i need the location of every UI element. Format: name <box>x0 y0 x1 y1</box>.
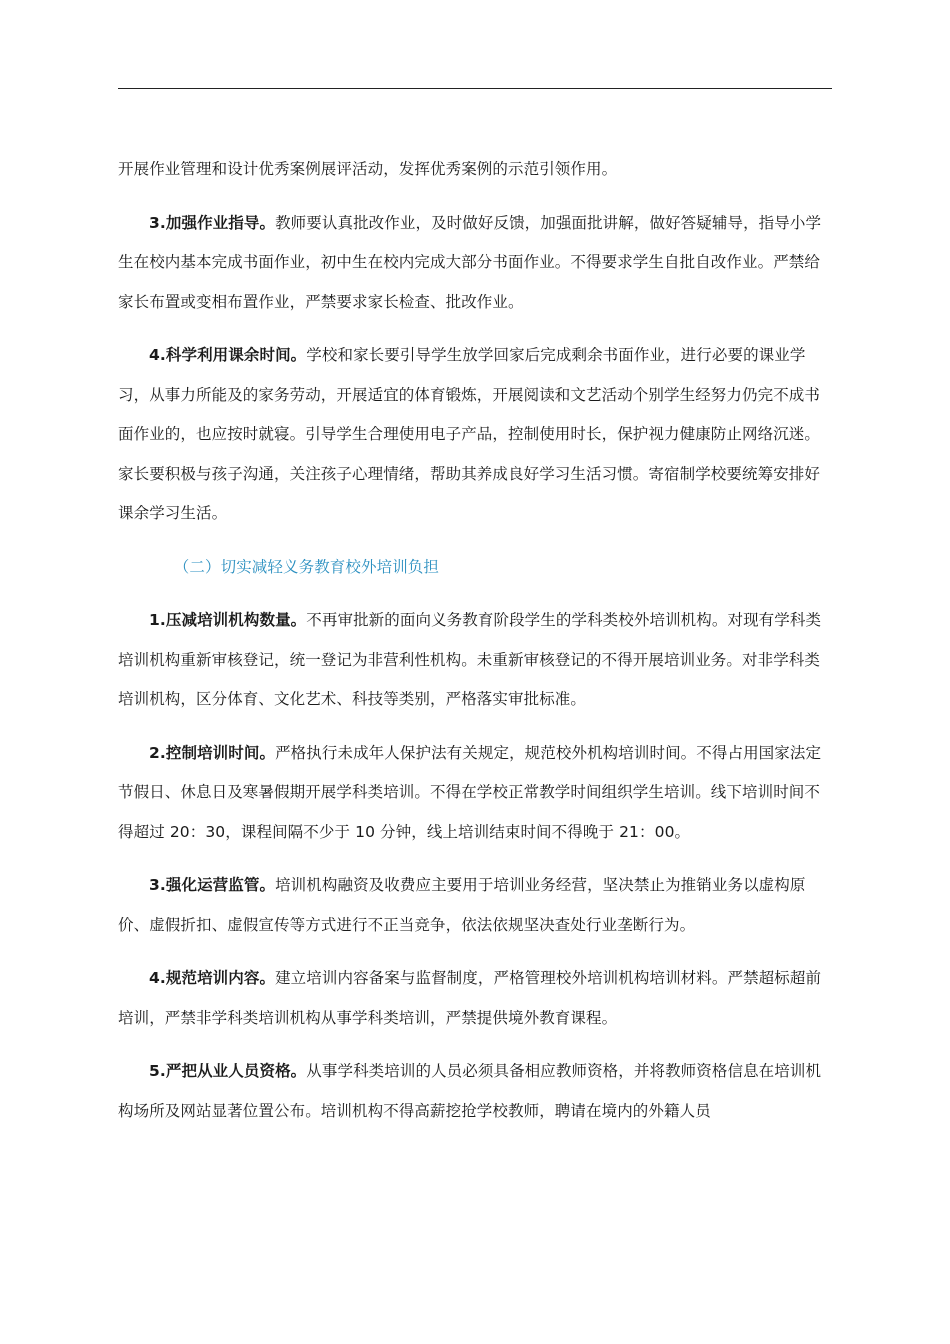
s2-item-5-title: 5.严把从业人员资格。 <box>149 1062 307 1080</box>
s2-item-5-text: 从事学科类培训的人员必须具备相应教师资格，并将教师资格信息在培训机构场所及网站显著位置公布。培训机构不得高薪挖抢学校教师，聘请在境内的外籍人员 <box>118 1062 822 1120</box>
section-2-heading: （二）切实减轻义务教育校外培训负担 <box>173 557 439 576</box>
item-4-title: 4.科学利用课余时间。 <box>149 346 307 364</box>
item-3-text: 教师要认真批改作业，及时做好反馈，加强面批讲解，做好答疑辅导，指导小学生在校内基本完成书面作业，初中生在校内完成大部分书面作业。不得要求学生自批自改作业。严禁给家长布置或变相布置作业，严禁要求家长检查、批改作业。 <box>118 213 822 311</box>
paragraph-s2-item-2 <box>118 734 834 853</box>
header-rule <box>118 88 832 89</box>
paragraph-item-4 <box>118 336 834 534</box>
paragraph-intro: 开展作业管理和设计优秀案例展评活动，发挥优秀案例的示范引领作用。 <box>118 160 618 178</box>
paragraph-s2-item-3 <box>118 866 834 945</box>
paragraph-s2-item-1 <box>118 601 834 720</box>
s2-item-2-text: 严格执行未成年人保护法有关规定，规范校外机构培训时间。不得占用国家法定节假日、休息日及寒暑假期开展学科类培训。不得在学校正常教学时间组织学生培训。线下培训时间不得超过 20：30，课程间隔不少于 10 分钟，线上培训结束时间不得晚于 21：00。 <box>118 743 822 841</box>
s2-item-1-title: 1.压减培训机构数量。 <box>149 611 307 629</box>
item-4-text: 学校和家长要引导学生放学回家后完成剩余书面作业，进行必要的课业学习，从事力所能及的家务劳动，开展适宜的体育锻炼，开展阅读和文艺活动个别学生经努力仍完不成书面作业的，也应按时就寝。引导学生合理使用电子产品，控制使用时长，保护视力健康防止网络沉迷。家长要积极与孩子沟通，关注孩子心理情绪，帮助其养成良好学习生活习惯。寄宿制学校要统筹安排好课余学习生活。 <box>118 346 821 522</box>
paragraph-s2-item-5 <box>118 1052 834 1131</box>
s2-item-3-text: 培训机构融资及收费应主要用于培训业务经营，坚决禁止为推销业务以虚构原价、虚假折扣、虚假宣传等方式进行不正当竞争，依法依规坚决查处行业垄断行为。 <box>118 876 806 934</box>
s2-item-4-title: 4.规范培训内容。 <box>149 969 276 987</box>
item-3-title: 3.加强作业指导。 <box>149 213 276 232</box>
document-body <box>118 150 834 1145</box>
s2-item-1-text: 不再审批新的面向义务教育阶段学生的学科类校外培训机构。对现有学科类培训机构重新审核登记，统一登记为非营利性机构。未重新审核登记的不得开展培训业务。对非学科类培训机构，区分体育、文化艺术、科技等类别，严格落实审批标准。 <box>118 611 822 708</box>
s2-item-3-title: 3.强化运营监管。 <box>149 876 276 894</box>
s2-item-2-title: 2.控制培训时间。 <box>149 743 276 762</box>
paragraph-s2-item-4 <box>118 959 834 1038</box>
paragraph-item-3 <box>118 204 834 323</box>
s2-item-4-text: 建立培训内容备案与监督制度，严格管理校外培训机构培训材料。严禁超标超前培训，严禁非学科类培训机构从事学科类培训，严禁提供境外教育课程。 <box>118 969 822 1027</box>
